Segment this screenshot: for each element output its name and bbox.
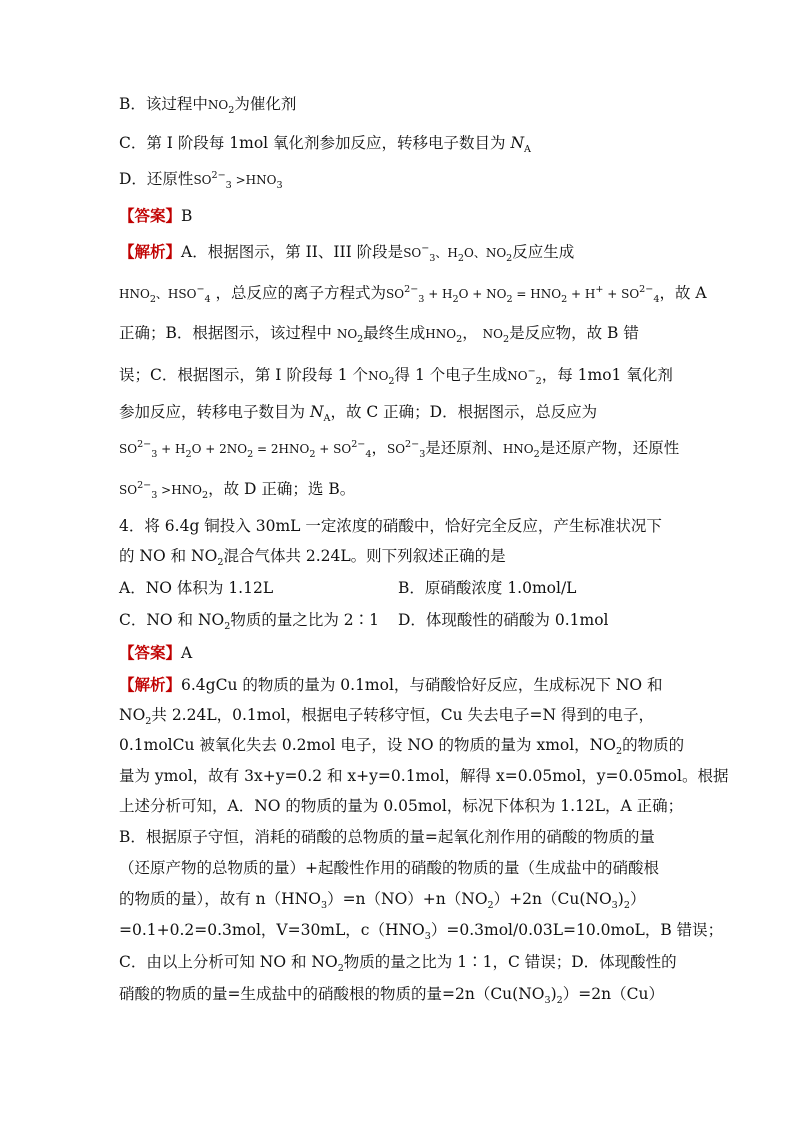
- q3-explanation-line-7: $SO^{2-}_3 >HNO_2$，故 D 正确；选 B。: [119, 479, 356, 502]
- q4-stem-line-1: 4．将 6.4g 铜投入 30mL 一定浓度的硝酸中，恰好完全反应，产生标准状况下: [119, 517, 662, 535]
- q3-explanation-line-2: $HNO_2$、$HSO^-_4$ ，总反应的离子方程式为$SO^{2-}_3 + H_2O + NO_2 = HNO_2 + H^+ + SO^{2-}_4$，故 A: [119, 283, 707, 306]
- q4-explanation-line-8: 的物质的量），故有 $n(HNO_3)=n(NO)+n(NO_2)+2n(Cu(NO_3)_2)$: [119, 890, 646, 912]
- q3-explanation-line-6: $SO^{2-}_3 + H_2O + 2NO_2 = 2HNO_2 + SO^{2-}_4$，$SO^{2-}_3$是还原剂、$HNO_2$是还原产物，还原性: [119, 438, 680, 461]
- q4-explanation-line-2: $NO_2$共 2.24L，0.1mol，根据电子转移守恒，Cu 失去电子=N 得到的电子，: [119, 706, 655, 728]
- q3-answer: 【答案】B: [119, 206, 193, 225]
- q4-stem-line-2: 的 NO 和 $NO_2$混合气体共 2.24L。则下列叙述正确的是: [119, 547, 506, 569]
- q4-explanation-line-6: B．根据原子守恒，消耗的硝酸的总物质的量=起氧化剂作用的硝酸的物质的量: [119, 828, 655, 846]
- q3-option-b: B．该过程中$NO_2$为催化剂: [119, 95, 297, 117]
- q4-explanation-line-4: 量为 ymol，故有 3x+y=0.2 和 x+y=0.1mol，解得 x=0.05mol，y=0.05mol。根据: [119, 767, 729, 785]
- q4-explanation-line-5: 上述分析可知，A．NO 的物质的量为 0.05mol，标况下体积为 1.12L，A 正确；: [119, 797, 684, 815]
- q4-explanation-line-7: （还原产物的总物质的量）+起酸性作用的硝酸的物质的量（生成盐中的硝酸根: [119, 859, 659, 877]
- q4-explanation-line-10: C．由以上分析可知 NO 和 $NO_2$物质的量之比为 1∶1，C 错误；D．体现酸性的: [119, 953, 677, 975]
- q4-explanation-line-1: 【解析】6.4gCu 的物质的量为 0.1mol，与硝酸恰好反应，生成标况下 NO 和: [119, 675, 663, 694]
- q4-options-row-1: [119, 578, 273, 598]
- q4-explanation-line-11: 硝酸的物质的量=生成盐中的硝酸根的物质的量$=2n(Cu(NO_3)_2)=2n(Cu)$: [119, 985, 664, 1007]
- q4-explanation-line-3: 0.1molCu 被氧化失去 0.2mol 电子，设 NO 的物质的量为 xmol，$NO_2$的物质的: [119, 736, 685, 758]
- q3-explanation-line-3: 正确；B．根据图示，该过程中 $NO_2$最终生成$HNO_2$， $NO_2$是反应物，故 B 错: [119, 324, 639, 346]
- q4-answer: 【答案】A: [119, 643, 193, 662]
- q4-option-c: C．NO 和 $NO_2$物质的量之比为 2∶1: [119, 611, 380, 633]
- q3-option-c: C．第 I 阶段每 1mol 氧化剂参加反应，转移电子数目为 $N_A$: [119, 134, 531, 156]
- q4-explanation-line-9: =0.1+0.2=0.3mol，V=30mL，$c(HNO_3)=0.3mol/0.03L=10.0moL$，B 错误；: [119, 921, 724, 943]
- q3-explanation-line-1: 【解析】A．根据图示，第 II、III 阶段是$SO^-_3$、$H_2O$、$NO_2$反应生成: [119, 242, 575, 265]
- q4-option-d: D．体现酸性的硝酸为 0.1mol: [398, 611, 609, 629]
- q4-option-a: A．NO 体积为 1.12L: [119, 579, 274, 597]
- q3-explanation-line-4: 误；C．根据图示，第 I 阶段每 1 个$NO_2$得 1 个电子生成$NO^-_2$，每 1mo1 氧化剂: [119, 365, 673, 388]
- q3-explanation-line-5: 参加反应，转移电子数目为 $N_A$，故 C 正确；D．根据图示，总反应为: [119, 403, 598, 425]
- q4-option-b: B．原硝酸浓度 1.0mol/L: [398, 579, 577, 597]
- q3-option-d: D．还原性$SO^{2-}_3 >HNO_3$: [119, 169, 283, 192]
